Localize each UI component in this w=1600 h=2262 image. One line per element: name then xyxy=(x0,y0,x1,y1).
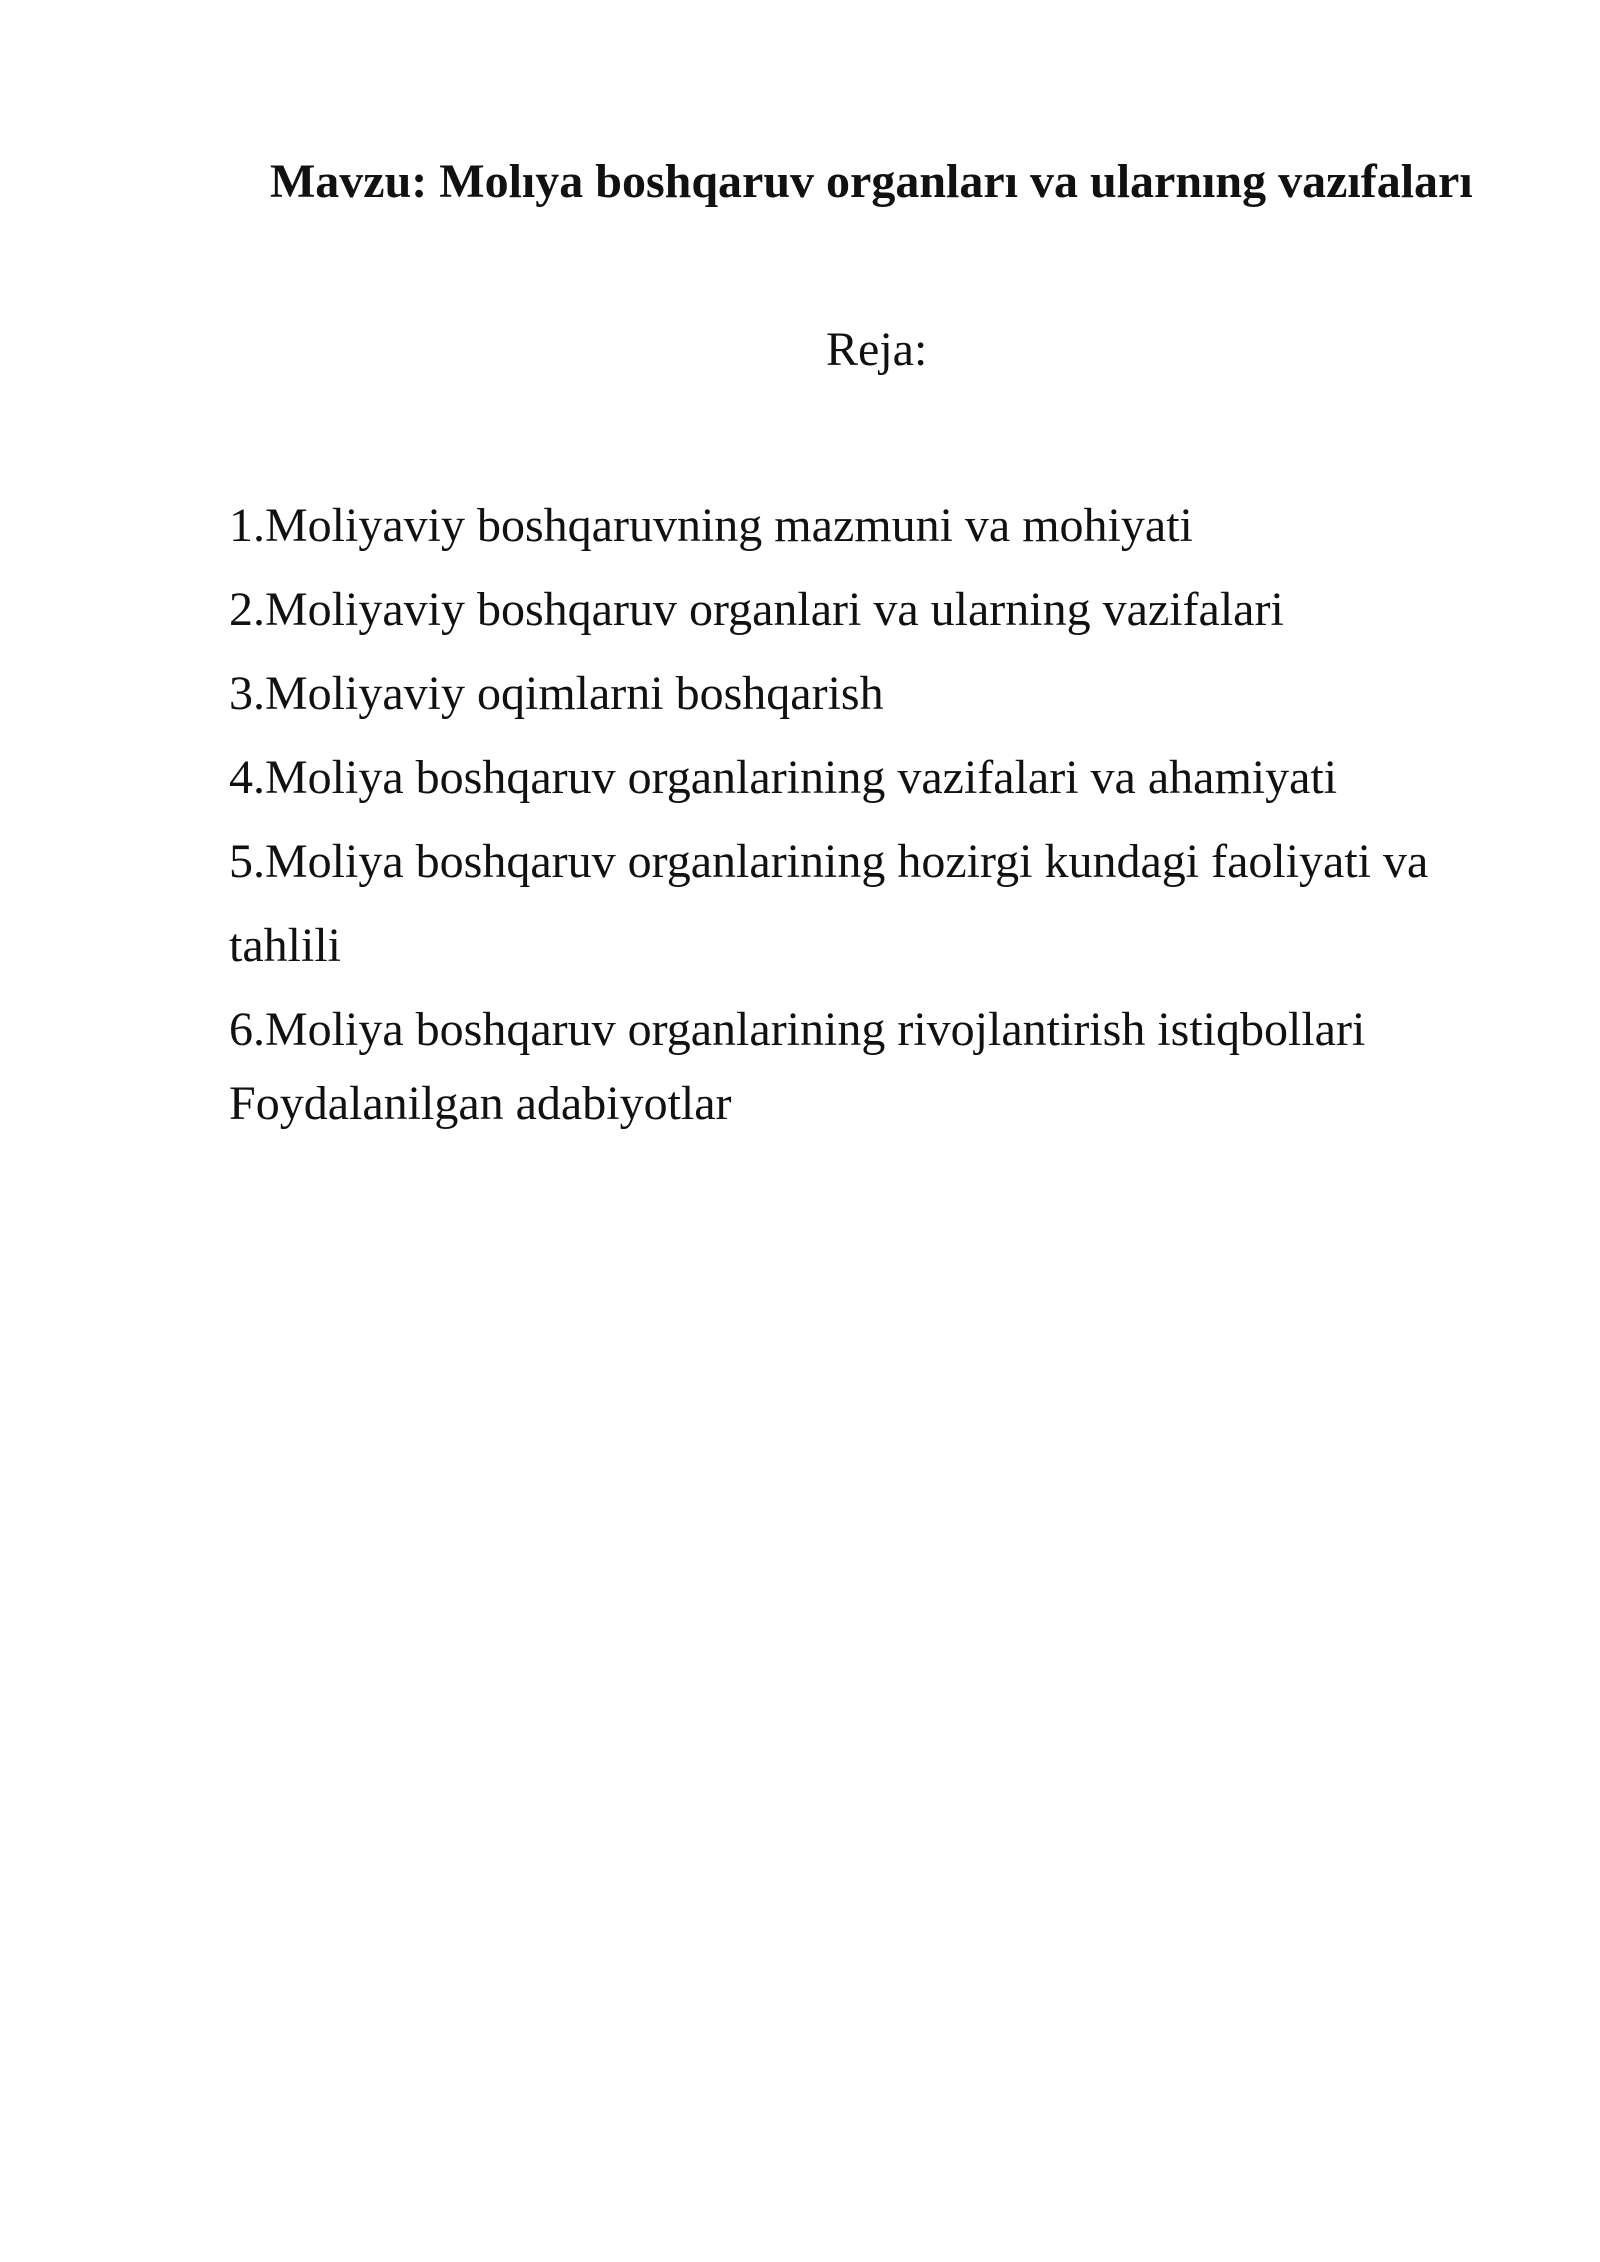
page-title: Mavzu: Molıya boshqaruv organları va ularnıng vazıfaları xyxy=(270,155,1473,208)
plan-item-4: 4.Moliya boshqaruv organlarining vazifalari va ahamiyati xyxy=(229,751,1338,804)
plan-item-3: 3.Moliyaviy oqimlarni boshqarish xyxy=(229,667,884,720)
plan-list xyxy=(229,484,1489,1072)
references-label: Foydalanilgan adabiyotlar xyxy=(229,1077,732,1130)
plan-item-2: 2.Moliyaviy boshqaruv organlari va ularning vazifalari xyxy=(229,583,1284,636)
plan-item-5: 5.Moliya boshqaruv organlarining hozirgi kundagi faoliyati va tahlili xyxy=(229,835,1429,972)
plan-heading: Reja: xyxy=(826,323,928,376)
plan-item-1: 1.Moliyaviy boshqaruvning mazmuni va mohiyati xyxy=(229,499,1193,552)
plan-item-6: 6.Moliya boshqaruv organlarining rivojlantirish istiqbollari xyxy=(229,1003,1366,1056)
